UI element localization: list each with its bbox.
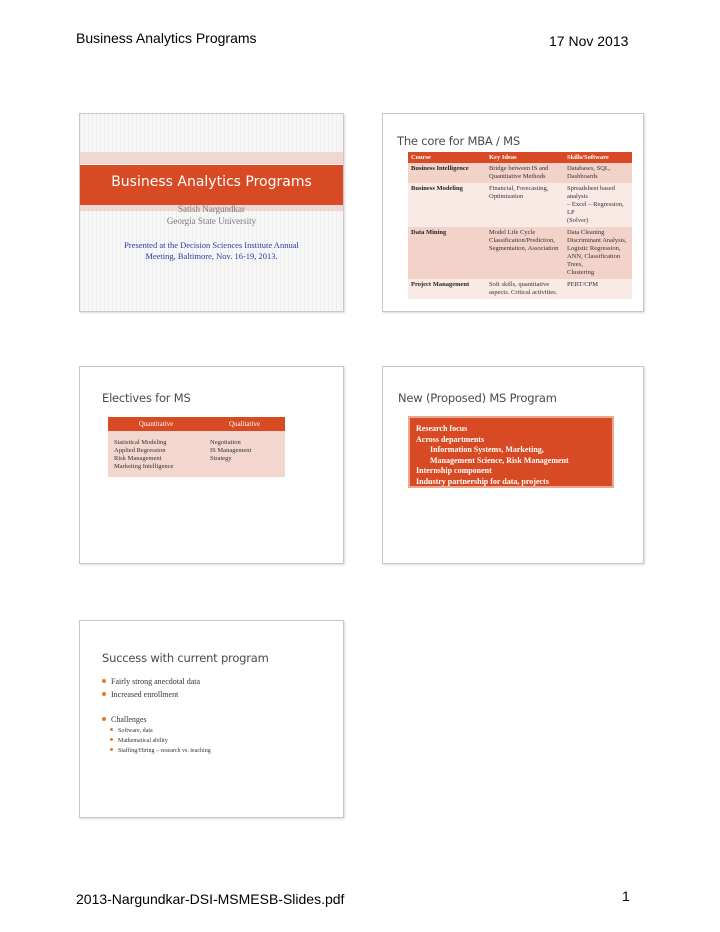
slide-2-heading: The core for MBA / MS (397, 134, 520, 148)
core-skills-line: Clustering (567, 269, 595, 276)
bullet-text: Increased enrollment (111, 690, 179, 699)
electives-qualitative-cell (204, 431, 285, 477)
bullet-item (102, 677, 200, 686)
core-ideas-cell (486, 163, 564, 183)
core-skills-line: Spreadsheet based analysis (567, 185, 615, 200)
page-header-title: Business Analytics Programs (76, 30, 257, 46)
core-skills-cell (564, 227, 632, 279)
sub-bullet-item (110, 728, 153, 734)
presented-line-2: Meeting, Baltimore, Nov. 16-19, 2013. (145, 251, 278, 261)
elective-item: Negotiation (210, 439, 241, 446)
core-ideas-cell (486, 279, 564, 299)
electives-body-row (108, 431, 285, 477)
electives-table (108, 417, 285, 477)
slide-4-heading: New (Proposed) MS Program (398, 391, 557, 405)
title-band-top (80, 152, 343, 164)
bullet-item (102, 715, 147, 724)
proposed-item-industry: Industry partnership for data, projects (416, 476, 549, 486)
electives-header-quantitative: Quantitative (108, 417, 204, 431)
core-header-ideas: Key Ideas (486, 152, 564, 163)
elective-item: Risk Management (114, 455, 162, 462)
presented-line-1: Presented at the Decision Sciences Institute Annual (124, 240, 299, 250)
core-skills-line: – Excel – Regression, LP (567, 201, 624, 216)
core-header-course: Course (408, 152, 486, 163)
core-skills-line: PERT/CPM (567, 281, 599, 288)
slide-5-success (79, 620, 344, 818)
core-ideas-line: Quantitative Methods (489, 173, 546, 180)
core-ideas-line: Bridge between IS and (489, 165, 549, 172)
slide-1-title (79, 113, 344, 312)
core-skills-cell (564, 163, 632, 183)
elective-item: Applied Regression (114, 447, 166, 454)
page-footer-filename: 2013-Nargundkar-DSI-MSMESB-Slides.pdf (76, 891, 345, 907)
elective-item: Marketing Intelligence (114, 463, 174, 470)
bullet-item (102, 690, 178, 699)
sub-bullet-text: Mathematical ability (118, 738, 168, 744)
bullet-dot-icon (102, 679, 106, 683)
bullet-dot-icon (110, 748, 113, 751)
bullet-text: Fairly strong anecdotal data (111, 677, 201, 686)
core-table-header (408, 152, 632, 163)
core-ideas-line: Soft skills, quantitative (489, 281, 550, 288)
bullet-dot-icon (110, 738, 113, 741)
sub-bullet-item (110, 748, 211, 754)
core-course-cell: Business Intelligence (408, 163, 486, 183)
proposed-subitem-2: Management Science, Risk Management (430, 455, 569, 465)
core-skills-line: Discriminant Analysis, (567, 237, 627, 244)
bullet-dot-icon (102, 692, 106, 696)
core-ideas-cell (486, 227, 564, 279)
proposed-program-box (408, 416, 614, 488)
core-skills-line: Databases, SQL, (567, 165, 611, 172)
elective-item: IS Management (210, 447, 252, 454)
core-ideas-line: Classification/Prediction, (489, 237, 555, 244)
core-ideas-line: Segmentation, Association (489, 245, 559, 252)
core-ideas-line: Model Life Cycle (489, 229, 536, 236)
core-ideas-line: Optimization (489, 193, 524, 200)
core-course-cell: Data Mining (408, 227, 486, 279)
slide-1-heading: Business Analytics Programs (111, 174, 312, 190)
core-table-row (408, 227, 632, 279)
elective-item: Statistical Modeling (114, 439, 167, 446)
core-courses-table (408, 152, 632, 299)
proposed-subitem-1: Information Systems, Marketing, (430, 445, 544, 454)
core-ideas-line: aspects. Critical activities. (489, 289, 558, 296)
core-skills-line: ANN, Classification Trees, (567, 253, 621, 268)
author-affiliation: Georgia State University (166, 216, 257, 226)
proposed-item-internship: Internship component (416, 466, 492, 475)
elective-item: Strategy (210, 455, 232, 462)
bullet-dot-icon (110, 728, 113, 731)
core-skills-line: (Solver) (567, 217, 589, 224)
bullet-dot-icon (102, 717, 106, 721)
core-skills-cell (564, 183, 632, 227)
slide-4-proposed-ms (382, 366, 644, 564)
sub-bullet-item (110, 738, 168, 744)
slide-2-core (382, 113, 644, 312)
core-header-skills: Skills/Software (564, 152, 632, 163)
page-header-date: 17 Nov 2013 (549, 33, 629, 49)
core-ideas-cell (486, 183, 564, 227)
slide-3-electives (79, 366, 344, 564)
core-table-row (408, 183, 632, 227)
bullet-text: Challenges (111, 715, 147, 724)
proposed-item-departments: Across departments (416, 434, 485, 444)
core-table-row (408, 279, 632, 299)
page-number: 1 (622, 888, 630, 904)
core-skills-line: Dashboards (567, 173, 598, 180)
slide-3-heading: Electives for MS (102, 391, 191, 405)
core-skills-line: Logistic Regression, (567, 245, 621, 252)
proposed-item-research: Research focus (416, 424, 468, 433)
slide-5-heading: Success with current program (102, 651, 269, 665)
electives-quantitative-cell (108, 431, 204, 477)
author-name: Satish Nargundkar (177, 204, 246, 214)
electives-header-qualitative: Qualitative (204, 417, 285, 431)
core-course-cell: Project Management (408, 279, 486, 299)
sub-bullet-text: Staffing/Hiring – research vs. teaching (118, 748, 211, 754)
sub-bullet-text: Software, data (118, 728, 153, 734)
core-ideas-line: Financial, Forecasting, (489, 185, 549, 192)
core-table-row (408, 163, 632, 183)
core-skills-cell (564, 279, 632, 299)
core-skills-line: Data Cleaning (567, 229, 605, 236)
core-course-cell: Business Modeling (408, 183, 486, 227)
electives-header-row (108, 417, 285, 431)
